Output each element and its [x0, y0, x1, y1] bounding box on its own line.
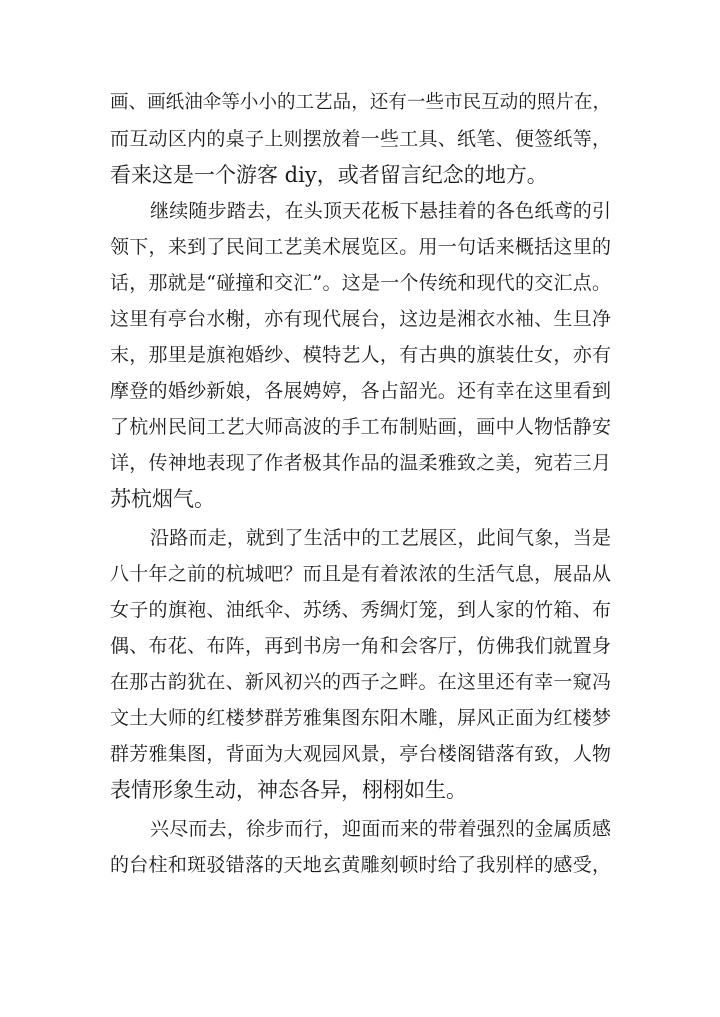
text-line: 的台柱和斑驳错落的天地玄黄雕刻顿时给了我别样的感受， — [110, 854, 611, 876]
text-line: 苏杭烟气。 — [110, 487, 215, 511]
paragraph-first-line: 沿路而走，就到了生活中的工艺展区，此间气象，当是 — [150, 527, 611, 549]
text-line: 群芳雅集图，背面为大观园风景，亭台楼阁错落有致，人物 — [110, 743, 611, 765]
text-line: 文土大师的红楼梦群芳雅集图东阳木雕，屏风正面为红楼梦 — [110, 707, 611, 729]
paragraph-first-line: 继续随步踏去，在头顶天花板下悬挂着的各色纸鸢的引 — [150, 200, 611, 222]
text-line: 画、画纸油伞等小小的工艺品，还有一些市民互动的照片在， — [110, 92, 611, 113]
text-line: 摩登的婚纱新娘，各展娉婷，各占韶光。还有幸在这里看到 — [110, 380, 611, 402]
text-line: 末，那里是旗袍婚纱、模特艺人，有古典的旗装仕女，亦有 — [110, 344, 611, 366]
text-line: 女子的旗袍、油纸伞、苏绣、秀绸灯笼，到人家的竹箱、布 — [110, 599, 611, 621]
text-line: 偶、布花、布阵，再到书房一角和会客厅，仿佛我们就置身 — [110, 635, 611, 657]
text-line: 而互动区内的桌子上则摆放着一些工具、纸笔、便签纸等， — [110, 128, 611, 150]
text-line: 这里有亭台水榭，亦有现代展台，这边是湘衣水袖、生旦净 — [110, 308, 611, 330]
text-line: 详，传神地表现了作者极其作品的温柔雅致之美，宛若三月 — [110, 452, 611, 474]
text-line: 领下，来到了民间工艺美术展览区。用一句话来概括这里的 — [110, 236, 611, 258]
text-line: 话，那就是“碰撞和交汇”。这是一个传统和现代的交汇点。 — [110, 272, 611, 294]
text-line: 了杭州民间工艺大师高波的手工布制贴画，画中人物恬静安 — [110, 416, 611, 438]
text-line: 看来这是一个游客 diy，或者留言纪念的地方。 — [110, 163, 548, 187]
paragraph-first-line: 兴尽而去，徐步而行，迎面而来的带着强烈的金属质感 — [150, 818, 611, 840]
text-line: 在那古韵犹在、新风初兴的西子之畔。在这里还有幸一窥冯 — [110, 671, 611, 693]
text-line: 八十年之前的杭城吧？而且是有着浓浓的生活气息，展品从 — [110, 563, 611, 585]
text-line: 表情形象生动，神态各异，栩栩如生。 — [110, 778, 467, 802]
